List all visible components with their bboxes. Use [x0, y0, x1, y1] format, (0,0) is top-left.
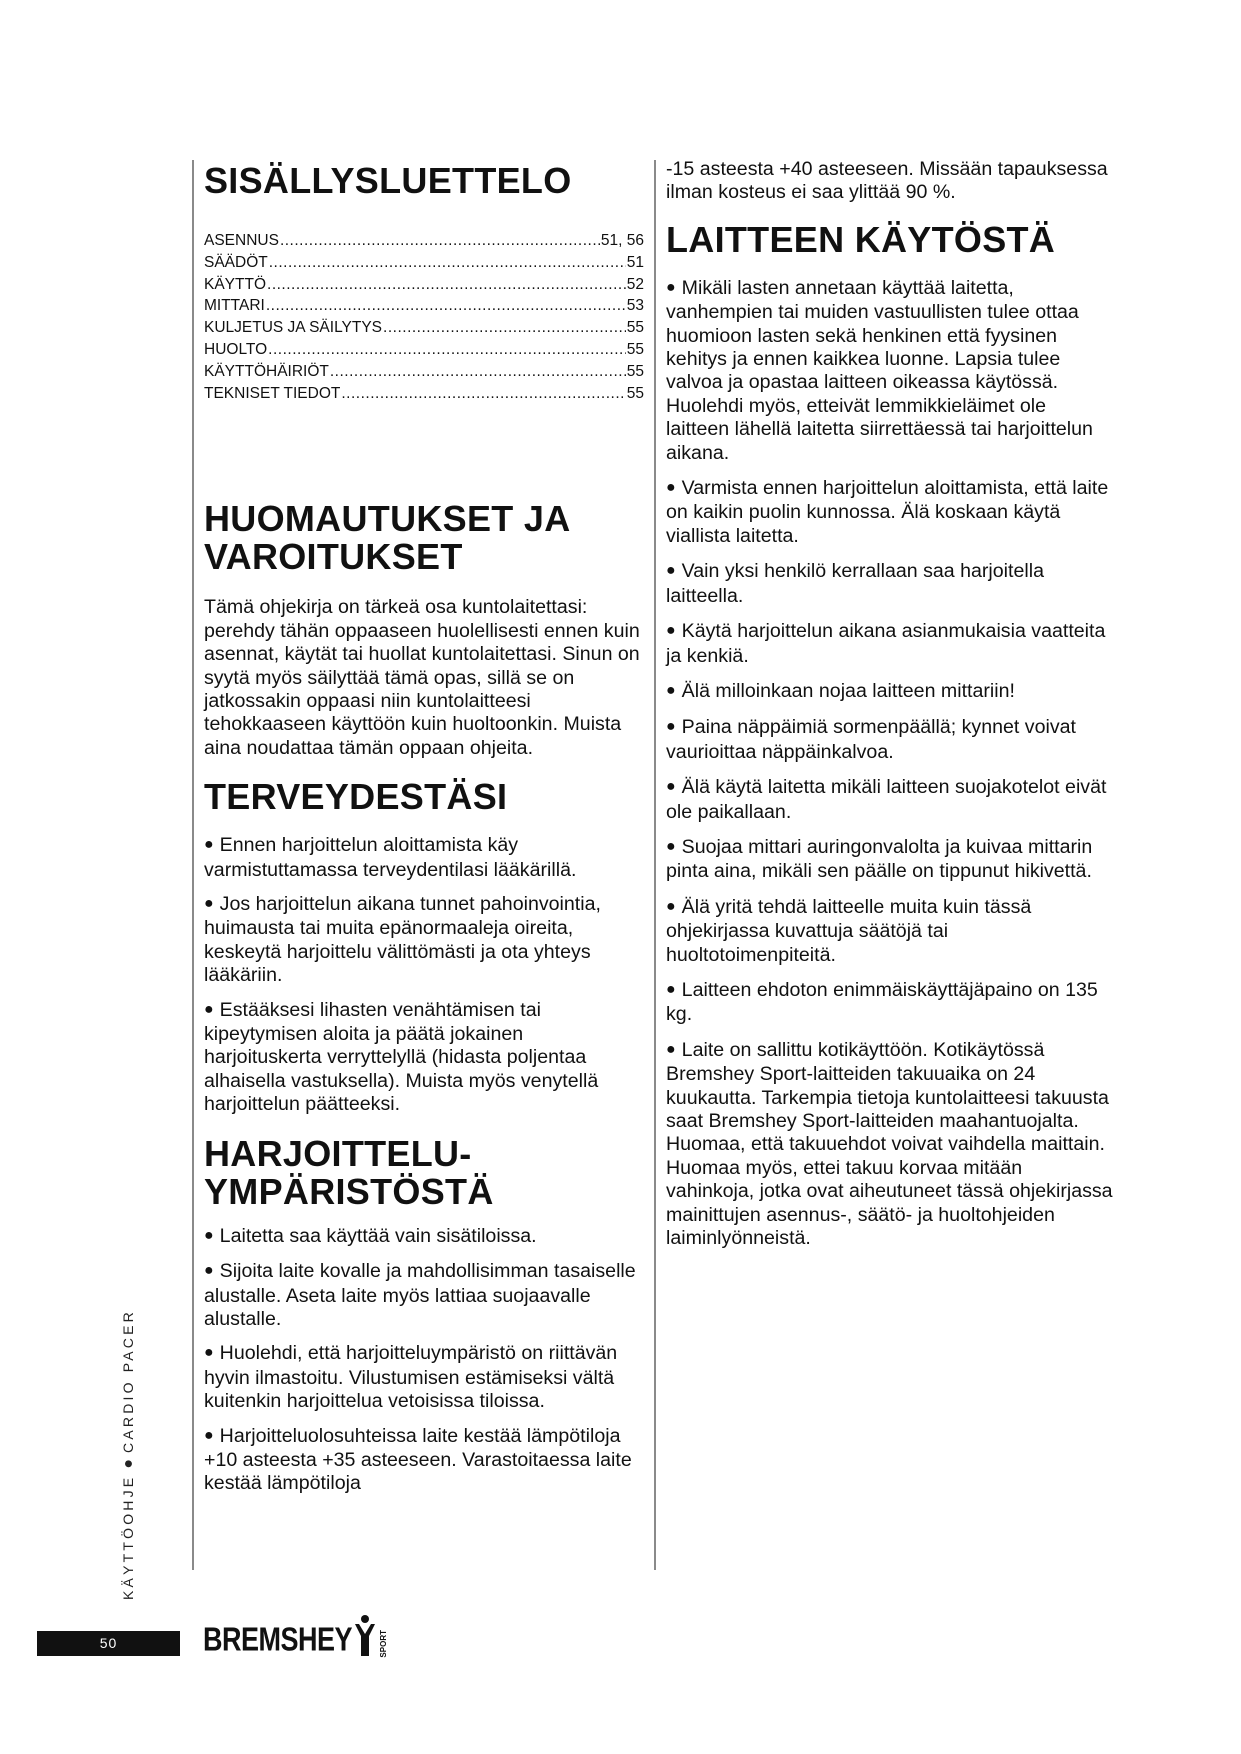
table-of-contents [204, 230, 644, 404]
bullet-dot-icon: ● [666, 622, 676, 640]
environment-bullets [204, 1225, 644, 1496]
environment-continuation: -15 asteesta +40 asteeseen. Missään tapauksessa ilman kosteus ei saa ylittää 90 %. [666, 158, 1108, 204]
toc-entry-page: 55 [626, 319, 644, 337]
toc-entry-label: SÄÄDÖT [204, 253, 268, 271]
page-number: 50 [37, 1631, 180, 1656]
column-rule-left [192, 160, 194, 1570]
toc-entry [204, 295, 644, 317]
bullet-item [204, 893, 644, 988]
bullet-text: Paina näppäimiä sormenpäällä; kynnet voivat vaurioittaa näppäinkalvoa. [666, 716, 1076, 763]
toc-entry-label: MITTARI [204, 297, 265, 315]
bullet-dot-icon: ● [666, 718, 676, 736]
bullet-text: Vain yksi henkilö kerrallaan saa harjoitella laitteella. [666, 560, 1044, 607]
bullet-item [204, 1425, 644, 1496]
toc-leader-dots [280, 230, 600, 252]
bullet-item [666, 979, 1114, 1027]
bullet-dot-icon: ● [204, 1226, 214, 1244]
bullet-item [666, 1039, 1114, 1251]
left-column [204, 162, 644, 1496]
bullet-dot-icon: ● [204, 1000, 214, 1018]
bullet-text: Huolehdi, että harjoitteluympäristö on riittävän hyvin ilmastoitu. Vilustumisen estämiseksi vältä kuitenkin harjoittelua vetoisissa tiloissa. [204, 1342, 618, 1413]
toc-entry-label: ASENNUS [204, 232, 279, 249]
bullet-dot-icon: ● [666, 479, 676, 497]
bullet-item [666, 776, 1114, 824]
bullet-text: Sijoita laite kovalle ja mahdollisimman tasaiselle alustalle. Aseta laite myös lattiaa suojaavalle alustalle. [204, 1260, 636, 1330]
bullet-text: Suojaa mittari auringonvalolta ja kuivaa mittarin pinta aina, mikäli sen päälle on tippunut hikivettä. [666, 835, 1093, 883]
bullet-item [666, 277, 1114, 465]
bremshey-logo: BREMSHEY SPORT [203, 1608, 388, 1658]
toc-entry [204, 339, 644, 361]
usage-title: LAITTEEN KÄYTÖSTÄ [666, 218, 1056, 260]
bullet-text: Ennen harjoittelun aloittamista käy varmistuttamassa terveydentilasi lääkärillä. [204, 834, 577, 881]
bullet-dot-icon: ● [120, 1458, 137, 1469]
toc-entry-label: KULJETUS JA SÄILYTYS [204, 319, 383, 337]
bullet-item [666, 896, 1114, 967]
toc-leader-dots [266, 295, 626, 317]
notes-title: HUOMAUTUKSET JA VAROITUKSET [204, 498, 571, 578]
toc-entry-page: 55 [626, 340, 644, 358]
toc-entry-page: 55 [626, 362, 644, 380]
bullet-item [204, 1225, 644, 1249]
bullet-item [204, 834, 644, 882]
bullet-dot-icon: ● [204, 1344, 214, 1362]
right-column [666, 158, 1114, 1250]
health-bullets [204, 834, 644, 1116]
bullet-dot-icon: ● [666, 837, 676, 855]
bullet-item [666, 716, 1114, 764]
bullet-text: Laitetta saa käyttää vain sisätiloissa. [219, 1224, 537, 1247]
bullet-text: Estääksesi lihasten venähtämisen tai kipeytymisen aloita ja päätä jokainen harjoituskerta verryttelyllä (hidasta poljentaa alhaisella vastuksella). Muista myös venytellä harjoittelun päätteeksi. [204, 998, 599, 1116]
bullet-item [204, 1342, 644, 1413]
bullet-text: Älä milloinkaan nojaa laitteen mittariin! [681, 679, 1015, 702]
toc-entry [204, 361, 644, 383]
health-title: TERVEYDESTÄSI [204, 776, 508, 818]
bullet-dot-icon: ● [204, 836, 214, 854]
toc-leader-dots [341, 383, 625, 405]
bullet-text: Jos harjoittelun aikana tunnet pahoinvointia, huimausta tai muita epänormaaleja oireita, keskeytä harjoittelu välittömästi ja ota yhteys lääkäriin. [204, 893, 601, 987]
toc-leader-dots [268, 339, 626, 361]
toc-entry-page: 51, 56 [600, 232, 644, 249]
bullet-text: Laitteen ehdoton enimmäiskäyttäjäpaino on 135 kg. [666, 978, 1098, 1026]
side-running-title: KÄYTTÖOHJE●CARDIO PACER [120, 1309, 137, 1600]
toc-leader-dots [330, 361, 626, 383]
notes-body: Tämä ohjekirja on tärkeä osa kuntolaitettasi: perehdy tähän oppaaseen huolellisesti ennen kuin asennat, käytät tai huollat kuntolaitettasi. Sinun on syytä myös säilyttää tämä opas, sillä se on jatkossakin oppaasi niin kuntolaitteesi tehokkaaseen käyttöön kuin huoltoonkin. Muista aina noudattaa tämän oppaan ohjeita. [204, 596, 640, 759]
bullet-dot-icon: ● [204, 895, 214, 913]
toc-entry [204, 383, 644, 405]
bullet-dot-icon: ● [666, 278, 676, 296]
toc-entry [204, 274, 644, 296]
environment-title: HARJOITTELU- YMPÄRISTÖSTÄ [204, 1132, 494, 1212]
bullet-item [666, 836, 1114, 884]
athlete-figure-icon [353, 1614, 377, 1658]
toc-leader-dots [383, 317, 626, 339]
toc-entry-label: TEKNISET TIEDOT [204, 384, 341, 402]
toc-entry-page: 51 [626, 253, 644, 271]
toc-entry [204, 317, 644, 339]
bullet-dot-icon: ● [666, 681, 676, 699]
bullet-text: Älä käytä laitetta mikäli laitteen suojakotelot eivät ole paikallaan. [666, 776, 1107, 823]
toc-leader-dots [269, 252, 626, 274]
toc-entry-label: KÄYTTÖ [204, 275, 267, 293]
bullet-item [204, 1260, 644, 1331]
bullet-dot-icon: ● [204, 1426, 214, 1444]
toc-entry-page: 52 [626, 275, 644, 293]
bullet-dot-icon: ● [666, 778, 676, 796]
bullet-item [666, 680, 1114, 704]
toc-entry-label: KÄYTTÖHÄIRIÖT [204, 362, 329, 380]
toc-entry-page: 55 [626, 384, 644, 402]
bullet-dot-icon: ● [666, 1040, 676, 1058]
toc-entry [204, 252, 644, 274]
bullet-dot-icon: ● [204, 1262, 214, 1280]
bullet-text: Harjoitteluolosuhteissa laite kestää lämpötiloja +10 asteesta +35 asteeseen. Varastoitaessa laite kestää lämpötiloja [204, 1424, 632, 1495]
column-rule-right [654, 160, 656, 1570]
usage-bullets [666, 277, 1114, 1251]
bullet-dot-icon: ● [666, 980, 676, 998]
toc-entry-page: 53 [626, 297, 644, 315]
toc-title: SISÄLLYSLUETTELO [204, 160, 572, 201]
bullet-item [666, 477, 1114, 548]
bullet-dot-icon: ● [666, 562, 676, 580]
toc-leader-dots [267, 274, 626, 296]
bullet-text: Käytä harjoittelun aikana asianmukaisia vaatteita ja kenkiä. [666, 620, 1106, 667]
bullet-text: Varmista ennen harjoittelun aloittamista, että laite on kaikin puolin kunnossa. Älä koskaan käytä viallista laitetta. [666, 477, 1109, 547]
toc-entry-label: HUOLTO [204, 340, 268, 358]
bullet-text: Mikäli lasten annetaan käyttää laitetta, vanhempien tai muiden vastuullisten tulee ottaa huomioon lasten sekä henkinen että fyysinen kehitys ja ennen kaikkea luonne. Lapsia tulee valvoa ja opastaa laitteen oikeassa käytössä. Huolehdi myös, etteivät lemmikkieläimet ole laitteen lähellä laitetta siirrettäessä tai harjoittelun aikana. [666, 276, 1093, 464]
bullet-item [666, 560, 1114, 608]
bullet-text: Älä yritä tehdä laitteelle muita kuin tässä ohjekirjassa kuvattuja säätöjä tai huoltotoimenpiteitä. [666, 895, 1032, 966]
bullet-text: Laite on sallittu kotikäyttöön. Kotikäytössä Bremshey Sport-laitteiden takuuaika on 24 kuukautta. Tarkempia tietoja kuntolaitteesi takuusta saat Bremshey Sport-laitteiden maahantuojalta. Huomaa, että takuuehdot voivat vaihdella maittain. Huomaa myös, ettei takuu korvaa mitään vahinkoja, jotka ovat aiheutuneet tässä ohjekirjassa mainittujen asennus-, säätö- ja huoltohjeiden laiminlyönneistä. [666, 1038, 1113, 1250]
bullet-dot-icon: ● [666, 897, 676, 915]
bullet-item [666, 620, 1114, 668]
toc-entry [204, 230, 644, 252]
bullet-item [204, 999, 644, 1117]
